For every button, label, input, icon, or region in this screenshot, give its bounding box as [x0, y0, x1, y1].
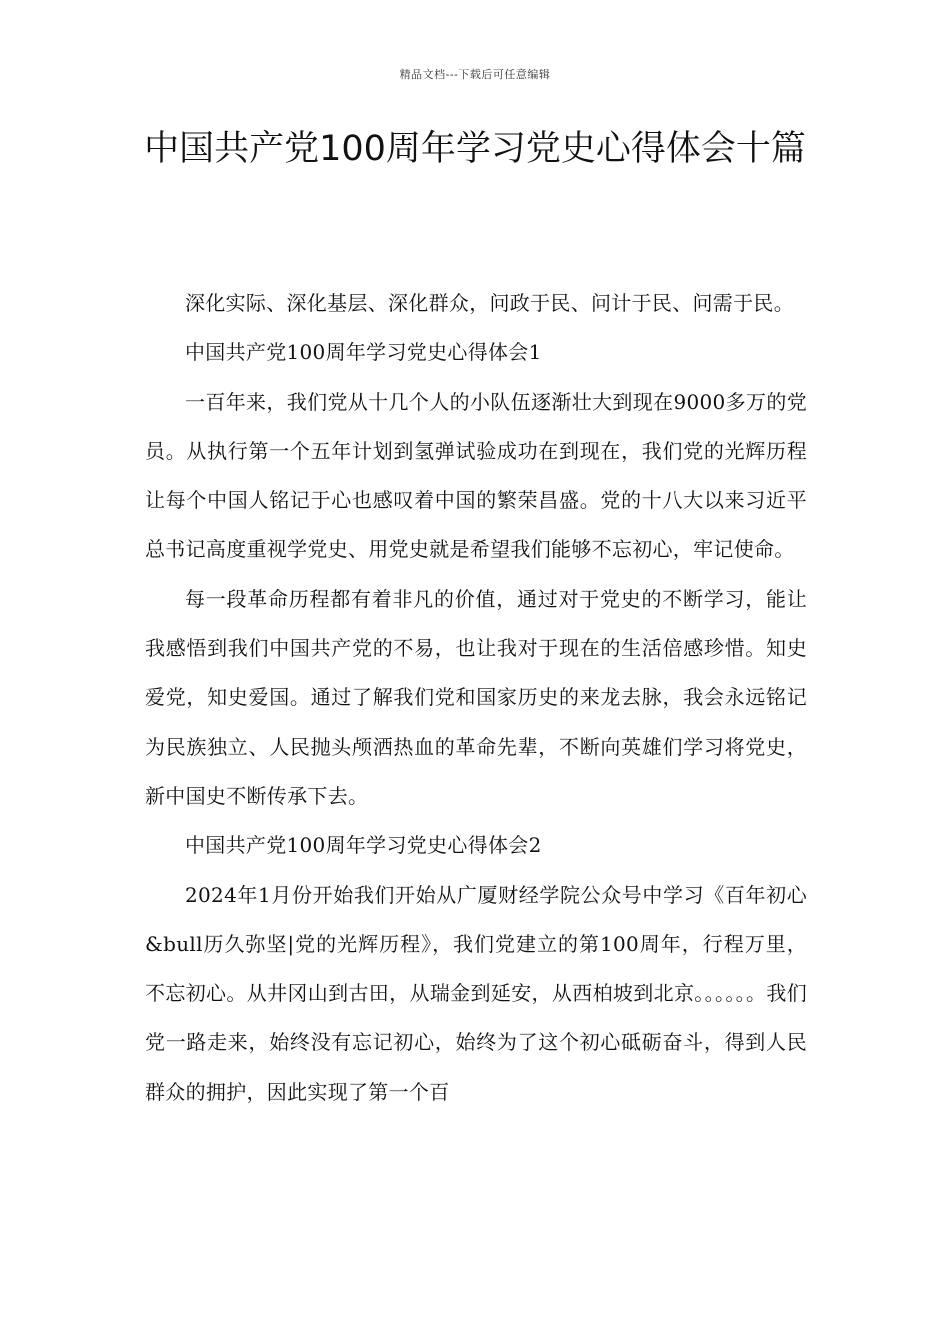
paragraph: 2024年1月份开始我们开始从广厦财经学院公众号中学习《百年初心&bull历久弥坚|党的光辉历程》，我们党建立的第100周年，行程万里，不忘初心。从井冈山到古田，从瑞金到延安，从西柏坡到北京。。。。。。我们党一路走来，始终没有忘记初心，始终为了这个初心砥砺奋斗，得到人民群众的拥护，因此实现了第一个百: [145, 882, 807, 1104]
document-body: [145, 279, 807, 1117]
paragraph-intro: 深化实际、深化基层、深化群众，问政于民、问计于民、问需于民。: [185, 291, 794, 315]
document-title: 中国共产党100周年学习党史心得体会十篇: [144, 129, 806, 169]
header-note: 精品文档---下载后可任意编辑: [399, 68, 551, 81]
section-heading-2: 中国共产党100周年学习党史心得体会2: [185, 833, 542, 858]
paragraph: 一百年来，我们党从十几个人的小队伍逐渐壮大到现在9000多万的党员。从执行第一个五年计划到氢弹试验成功在到现在，我们党的光辉历程让每个中国人铭记于心也感叹着中国的繁荣昌盛。党的十八大以来习近平总书记高度重视学党史、用党史就是希望我们能够不忘初心，牢记使命。: [145, 389, 807, 562]
section-heading-1: 中国共产党100周年学习党史心得体会1: [185, 340, 542, 365]
paragraph: 每一段革命历程都有着非凡的价值，通过对于党史的不断学习，能让我感悟到我们中国共产党的不易，也让我对于现在的生活倍感珍惜。知史爱党，知史爱国。通过了解我们党和国家历史的来龙去脉，我会永远铭记为民族独立、人民抛头颅洒热血的革命先辈，不断向英雄们学习将党史，新中国史不断传承下去。: [145, 586, 807, 808]
